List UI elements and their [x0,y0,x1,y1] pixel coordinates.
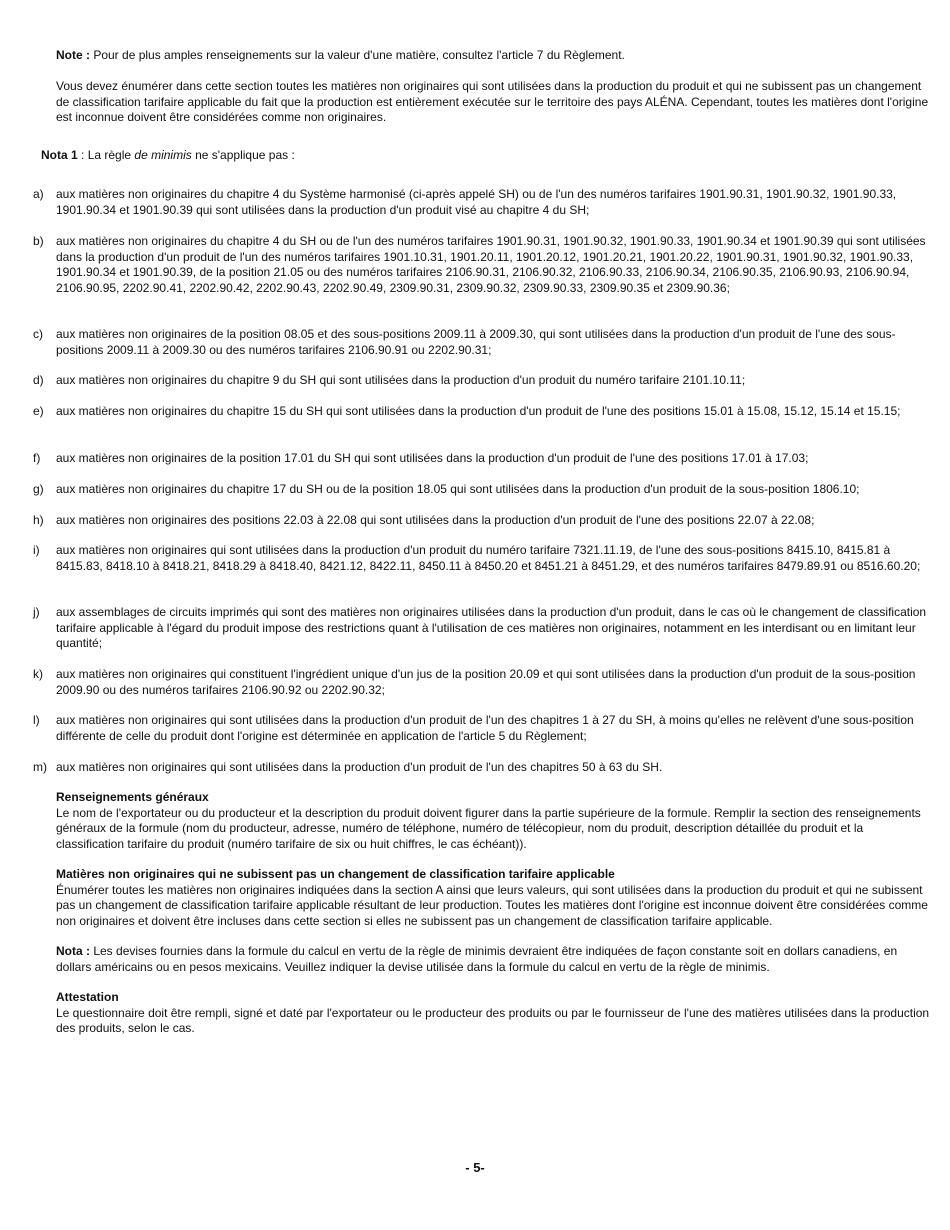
intro-paragraph: Vous devez énumérer dans cette section toutes les matières non originaires qui sont utilisées dans la production du produit et qui ne subissent pas un changement de classification tarifaire applicable du fait que la production est entièrement exécutée sur le territoire des pays ALÉNA. Cependant, toutes les matières dont l'origine est inconnue doivent être considérées comme non originaires. [56,79,929,124]
list-text: aux matières non originaires du chapitre 15 du SH qui sont utilisées dans la production d'un produit de l'une des positions 15.01 à 15.08, 15.12, 15.14 et 15.15; [56,404,901,418]
list-text: aux matières non originaires de la position 08.05 et des sous-positions 2009.11 à 2009.30, qui sont utilisées dans la production d'un produit de l'une des sous-positions 2009.11 à 2009.30 ou des numéros tarifaires 2106.90.91 ou 2202.90.31; [56,327,896,357]
nonoriginating-text: Énumérer toutes les matières non originaires indiquées dans la section A ainsi que leurs valeurs, qui sont utilisées dans la production du produit et qui ne subissent pas un changement de classification tarifaire applicable résultant de leur production. Toutes les matières dont l'origine est inconnue doivent être considérées comme non originaires et doivent être incluses dans cette section si elles ne subissent pas un changement de classification tarifaire applicable. [56,882,928,928]
list-text: aux matières non originaires qui constituent l'ingrédient unique d'un jus de la position 20.09 et qui sont utilisées dans la production d'un produit de la sous-position 2009.90 ou des numéros tarifaires 2106.90.92 ou 2202.90.32; [56,667,916,697]
nota1-text-after: ne s'applique pas : [191,148,295,162]
general-info-text: Le nom de l'exportateur ou du producteur et la description du produit doivent figurer dans la partie supérieure de la formule. Remplir la section des renseignements généraux de la formule (nom du producteur, adresse, numéro de téléphone, numéro de télécopieur, nom du produit, description détaillée du produit et la classification tarifaire du produit (numéro tarifaire de six ou huit chiffres, le cas échéant)). [56,805,921,851]
general-info-section [56,790,930,852]
nonoriginating-heading: Matières non originaires qui ne subissent pas un changement de classification tarifaire applicable [56,867,615,881]
list-marker: j) [33,605,40,619]
nota1-italic: de minimis [134,148,192,162]
list-marker: i) [33,543,40,557]
list-text: aux matières non originaires de la position 17.01 du SH qui sont utilisées dans la production d'un produit de l'une des positions 17.01 à 17.03; [56,451,809,465]
list-marker: g) [33,482,44,496]
nota1-line [41,148,295,164]
list-text: aux matières non originaires qui sont utilisées dans la production d'un produit du numéro tarifaire 7321.11.19, de l'une des sous-positions 8415.10, 8415.81 à 8415.83, 8418.10 à 8418.21, 8418.29 à 8418.40, 8421.12, 8422.11, 8450.11 à 8450.20 et 8451.21 à 8451.29, et des numéros tarifaires 8479.89.91 ou 8516.60.20; [56,543,921,573]
list-marker: k) [33,667,43,681]
list-marker: d) [33,373,44,387]
page-number: - 5- [465,1160,485,1175]
list-marker: e) [33,404,44,418]
list-text: aux matières non originaires du chapitre 17 du SH ou de la position 18.05 qui sont utilisées dans la production d'un produit de la sous-position 1806.10; [56,482,860,496]
list-text: aux assemblages de circuits imprimés qui sont des matières non originaires utilisées dans la production d'un produit, dans le cas où le changement de classification tarifaire applicable à l'égard du produit impose des restrictions quant à l'utilisation de ces matières non originaires, notamment en les interdisant ou en limitant leur quantité; [56,605,927,650]
intro-note-text: Pour de plus amples renseignements sur la valeur d'une matière, consultez l'article 7 du Règlement. [90,48,625,62]
nonoriginating-section [56,867,930,929]
list-marker: b) [33,234,44,248]
list-marker: m) [33,760,47,774]
list-text: aux matières non originaires du chapitre 4 du Système harmonisé (ci-après appelé SH) ou de l'un des numéros tarifaires 1901.90.31, 1901.90.32, 1901.90.33, 1901.90.34 et 1901.90.39 qui sont utilisées dans la production d'un produit visé au chapitre 4 du SH; [56,187,897,217]
general-info-heading: Renseignements généraux [56,790,209,804]
list-text: aux matières non originaires du chapitre 4 du SH ou de l'un des numéros tarifaires 1901.90.31, 1901.90.32, 1901.90.33, 1901.90.34 et 1901.90.39 qui sont utilisées dans la production d'un produit de l'un des numéros tarifaires 1901.10.31, 1901.20.11, 1901.20.12, 1901.20.21, 1901.20.22, 1901.90.31, 1901.90.32, 1901.90.33, 1901.90.34 et 1901.90.39, de la position 21.05 ou des numéros tarifaires 2106.90.31, 2106.90.32, 2106.90.33, 2106.90.34, 2106.90.35, 2106.90.93, 2106.90.94, 2106.90.95, 2202.90.41, 2202.90.42, 2202.90.43, 2202.90.49, 2309.90.31, 2309.90.32, 2309.90.33, 2309.90.35 et 2309.90.36; [56,234,926,295]
nota1-text-before: : La règle [77,148,135,162]
list-marker: h) [33,513,44,527]
intro-note-label: Note : [56,48,90,62]
list-text: aux matières non originaires du chapitre 9 du SH qui sont utilisées dans la production d'un produit du numéro tarifaire 2101.10.11; [56,373,746,387]
list-marker: l) [33,713,40,727]
attestation-text: Le questionnaire doit être rempli, signé et daté par l'exportateur ou le producteur des produits ou par le fournisseur de l'une des matières utilisées dans la production des produits, selon le cas. [56,1005,930,1035]
currency-note-text: Les devises fournies dans la formule du calcul en vertu de la règle de minimis devraient être indiquées de façon constante soit en dollars canadiens, en dollars américains ou en pesos mexicains. Veuillez indiquer la devise utilisée dans la formule du calcul en vertu de la règle de minimis. [56,944,898,974]
attestation-section [56,990,930,1037]
list-marker: a) [33,187,44,201]
list-text: aux matières non originaires qui sont utilisées dans la production d'un produit de l'un des chapitres 50 à 63 du SH. [56,760,663,774]
currency-note-label: Nota : [56,944,90,958]
currency-note [56,944,930,975]
attestation-heading: Attestation [56,990,119,1004]
list-marker: c) [33,327,43,341]
list-marker: f) [33,451,41,465]
nota1-label: Nota 1 [41,148,78,162]
list-text: aux matières non originaires des positions 22.03 à 22.08 qui sont utilisées dans la production d'un produit de l'une des positions 22.07 à 22.08; [56,513,815,527]
list-text: aux matières non originaires qui sont utilisées dans la production d'un produit de l'un des chapitres 1 à 27 du SH, à moins qu'elles ne relèvent d'une sous-position différente de celle du produit dont l'origine est déterminée en application de l'article 5 du Règlement; [56,713,914,743]
intro-note [56,48,930,64]
